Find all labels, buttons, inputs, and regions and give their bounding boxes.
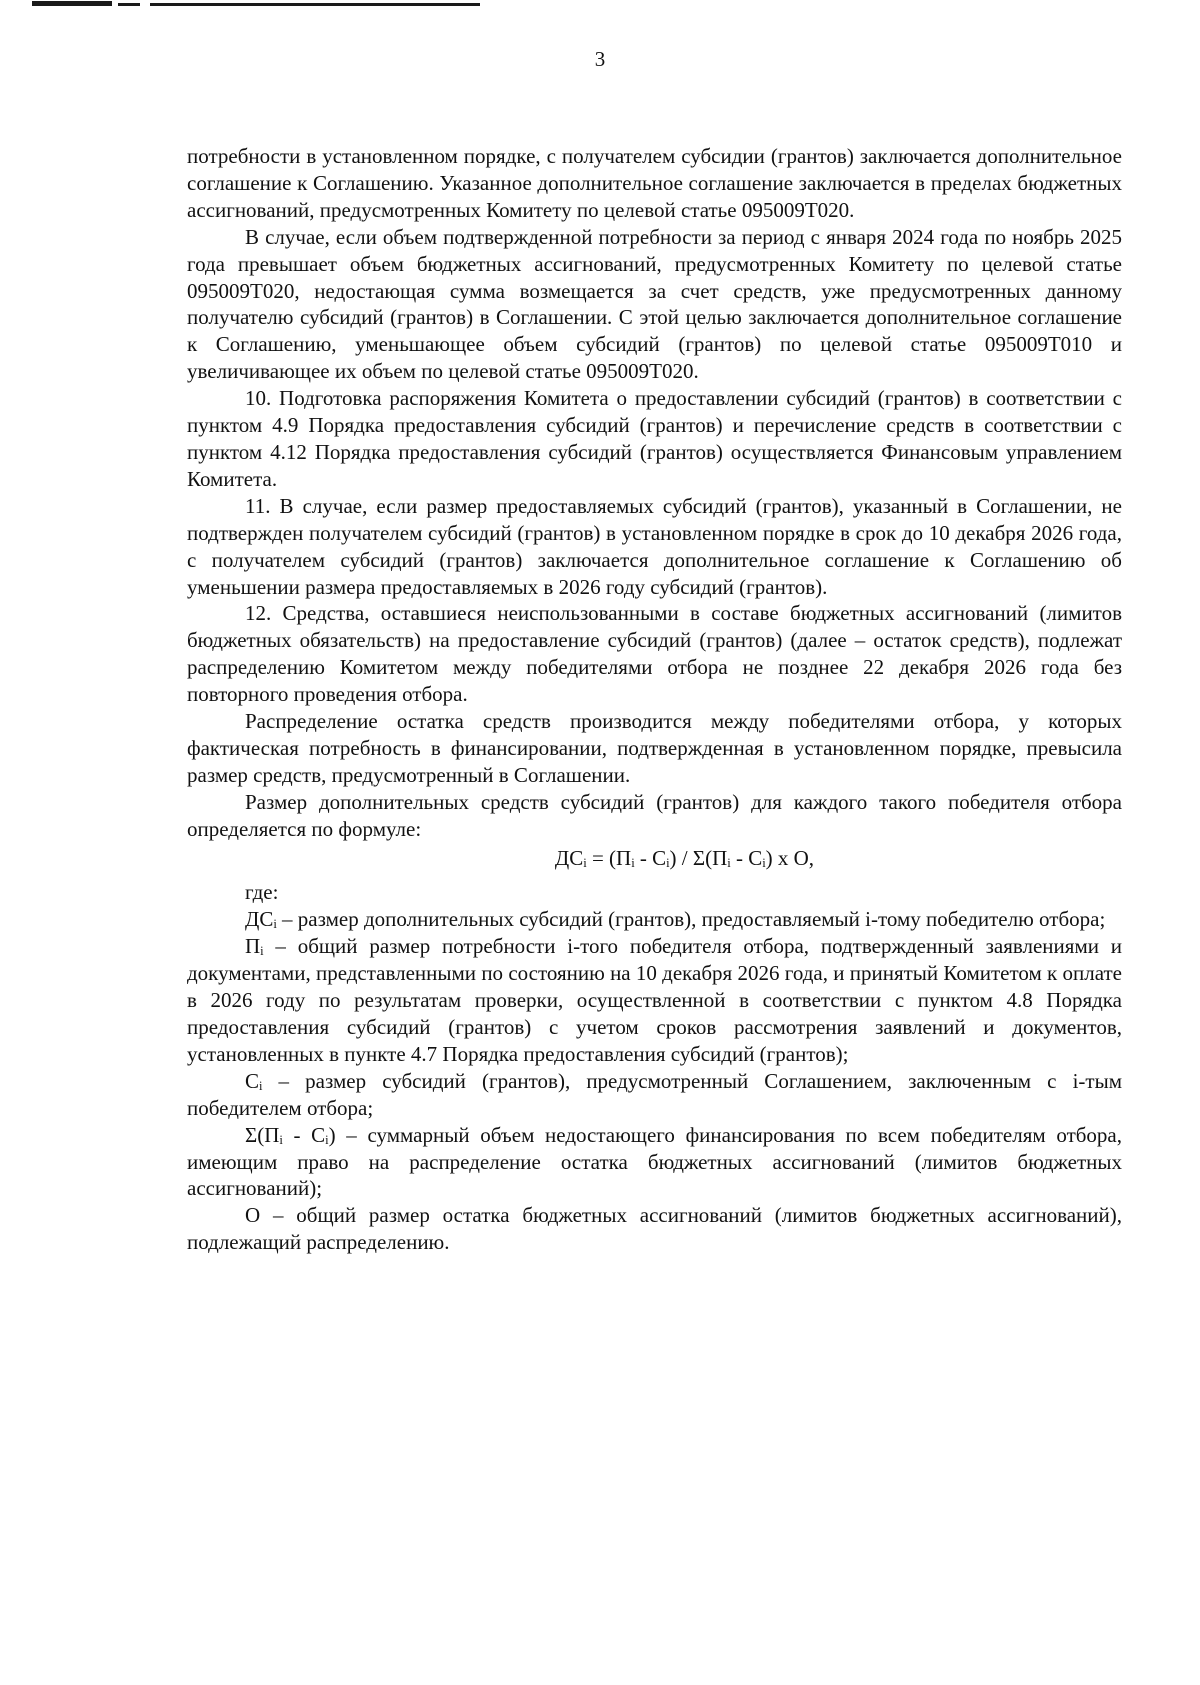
- paragraph-item-12: 12. Средства, оставшиеся неиспользованными в составе бюджетных ассигнований (лимитов бюджетных обязательств) на предоставление субсидий (грантов) (далее – остаток средств), подлежат распределению Комитетом между победителями отбора не позднее 22 декабря 2026 года без повторного проведения отбора.: [187, 601, 1122, 707]
- paragraph: В случае, если объем подтвержденной потребности за период с января 2024 года по ноябрь 2025 года превышает объем бюджетных ассигнований, предусмотренных Комитету по целевой статье 095009Т020, недостающая сумма возмещается за счет средств, уже предусмотренных данному получателю субсидий (грантов) в Соглашении. С этой целью заключается дополнительное соглашение к Соглашению, уменьшающее объем субсидий (грантов) по целевой статье 095009Т010 и увеличивающее их объем по целевой статье 095009Т020.: [187, 224, 1122, 384]
- paragraph-item-10: 10. Подготовка распоряжения Комитета о предоставлении субсидий (грантов) в соответствии с пунктом 4.9 Порядка предоставления субсидий (грантов) и перечисление средств в соответствии с пунктом 4.12 Порядка предоставления субсидий (грантов) осуществляется Финансовым управлением Комитета.: [187, 386, 1122, 491]
- paragraph: потребности в установленном порядке, с получателем субсидии (грантов) заключается дополнительное соглашение к Соглашению. Указанное дополнительное соглашение заключается в пределах бюджетных ассигнований, предусмотренных Комитету по целевой статье 095009Т020.: [187, 144, 1122, 222]
- definition-pi: Пᵢ – общий размер потребности i-того победителя отбора, подтвержденный заявлениями и документами, представленными по состоянию на 10 декабря 2026 года, и принятый Комитетом к оплате в 2026 году по результатам проверки, осуществленной в соответствии с пунктом 4.8 Порядка предоставления субсидий (грантов) с учетом сроков рассмотрения заявлений и документов, установленных в пункте 4.7 Порядка предоставления субсидий (грантов);: [187, 934, 1122, 1066]
- definition-sum: Σ(Пᵢ - Сᵢ) – суммарный объем недостающего финансирования по всем победителям отбора, имеющим право на распределение остатка бюджетных ассигнований (лимитов бюджетных ассигнований);: [187, 1122, 1122, 1201]
- scan-artifact-bar: [118, 3, 140, 6]
- definition-ci: Сᵢ – размер субсидий (грантов), предусмотренный Соглашением, заключенным с i-тым победителем отбора;: [187, 1068, 1122, 1120]
- formula: ДСᵢ = (Пᵢ - Сᵢ) / Σ(Пᵢ - Сᵢ) х О,: [554, 845, 815, 870]
- where-label: где:: [245, 880, 279, 905]
- definition-dci: ДСᵢ – размер дополнительных субсидий (грантов), предоставляемый i-тому победителю отбора;: [245, 907, 1106, 932]
- document-body: [187, 143, 1122, 1256]
- scan-artifact-bar: [150, 3, 480, 6]
- definition-o: О – общий размер остатка бюджетных ассигнований (лимитов бюджетных ассигнований), подлежащий распределению.: [187, 1203, 1122, 1255]
- scan-artifact-bar: [32, 1, 112, 6]
- paragraph: Размер дополнительных средств субсидий (грантов) для каждого такого победителя отбора определяется по формуле:: [187, 789, 1122, 841]
- paragraph-item-11: 11. В случае, если размер предоставляемых субсидий (грантов), указанный в Соглашении, не подтвержден получателем субсидий (грантов) в установленном порядке в срок до 10 декабря 2026 года, с получателем субсидий (грантов) заключается дополнительное соглашение к Соглашению об уменьшении размера предоставляемых в 2026 году субсидий (грантов).: [187, 493, 1122, 599]
- paragraph: Распределение остатка средств производится между победителями отбора, у которых фактическая потребность в финансировании, подтвержденная в установленном порядке, превысила размер средств, предусмотренный в Соглашении.: [187, 709, 1122, 787]
- page-number: 3: [594, 47, 606, 71]
